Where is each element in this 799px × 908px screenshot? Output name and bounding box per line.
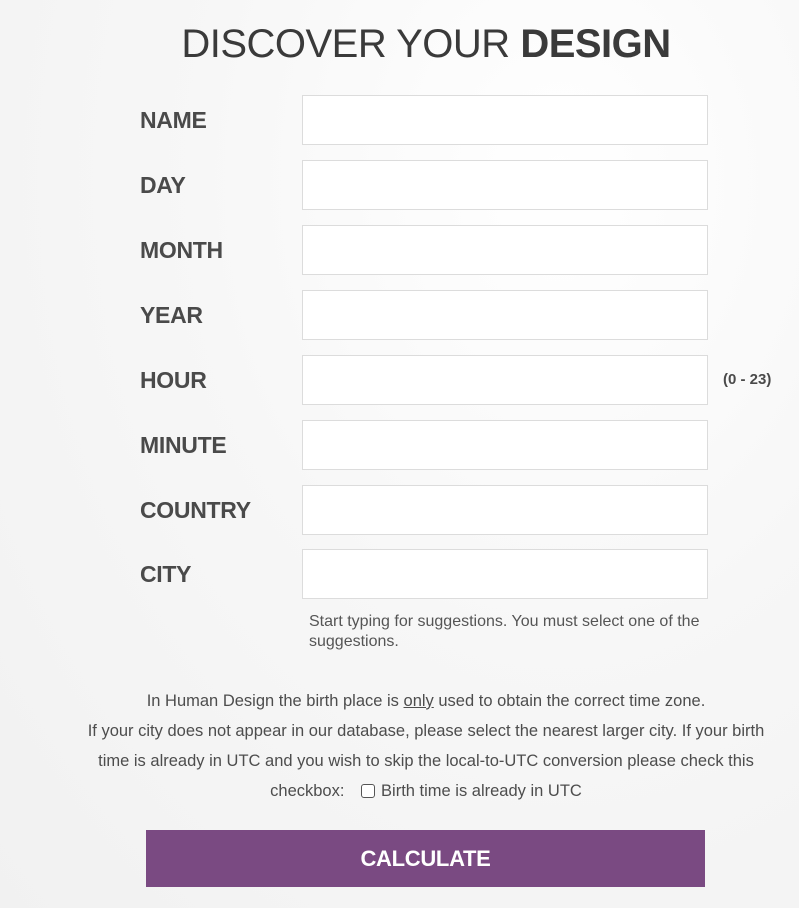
city-label: CITY: [140, 561, 192, 587]
minute-row: [0, 420, 799, 472]
utc-checkbox[interactable]: [361, 784, 375, 798]
name-input[interactable]: [302, 95, 708, 145]
country-row: [0, 485, 799, 537]
minute-label: MINUTE: [140, 432, 227, 458]
info-only: only: [403, 692, 434, 710]
page-title: [0, 22, 799, 67]
calculate-button[interactable]: CALCULATE: [146, 830, 705, 887]
country-input[interactable]: [302, 485, 708, 535]
city-row: [0, 549, 799, 601]
city-suggestion-note: Start typing for suggestions. You must select one of the suggestions.: [309, 613, 700, 650]
title-bold: DESIGN: [520, 22, 671, 66]
hour-label: HOUR: [140, 367, 207, 393]
hour-range-hint: (0 - 23): [723, 371, 772, 388]
hour-row: [0, 355, 799, 407]
month-input[interactable]: [302, 225, 708, 275]
day-input[interactable]: [302, 160, 708, 210]
year-row: [0, 290, 799, 342]
month-label: MONTH: [140, 237, 223, 263]
title-light: DISCOVER YOUR: [181, 22, 521, 66]
year-label: YEAR: [140, 302, 203, 328]
city-input[interactable]: [302, 549, 708, 599]
info-part2: used to obtain the correct time zone.: [433, 692, 706, 710]
utc-checkbox-control[interactable]: [349, 782, 582, 800]
name-row: [0, 95, 799, 147]
day-row: [0, 160, 799, 212]
info-part1: In Human Design the birth place is: [146, 692, 404, 710]
utc-checkbox-label[interactable]: Birth time is already in UTC: [381, 782, 582, 800]
month-row: [0, 225, 799, 277]
hour-input[interactable]: [302, 355, 708, 405]
country-label: COUNTRY: [140, 497, 251, 523]
day-label: DAY: [140, 172, 186, 198]
birthplace-info: [70, 686, 782, 806]
name-label: NAME: [140, 107, 207, 133]
year-input[interactable]: [302, 290, 708, 340]
minute-input[interactable]: [302, 420, 708, 470]
info-part3: If your city does not appear in our database, please select the nearest larger city. If your birth time is already in UTC and you wish to skip the local-to-UTC conversion please check this checkbox:: [87, 722, 765, 800]
